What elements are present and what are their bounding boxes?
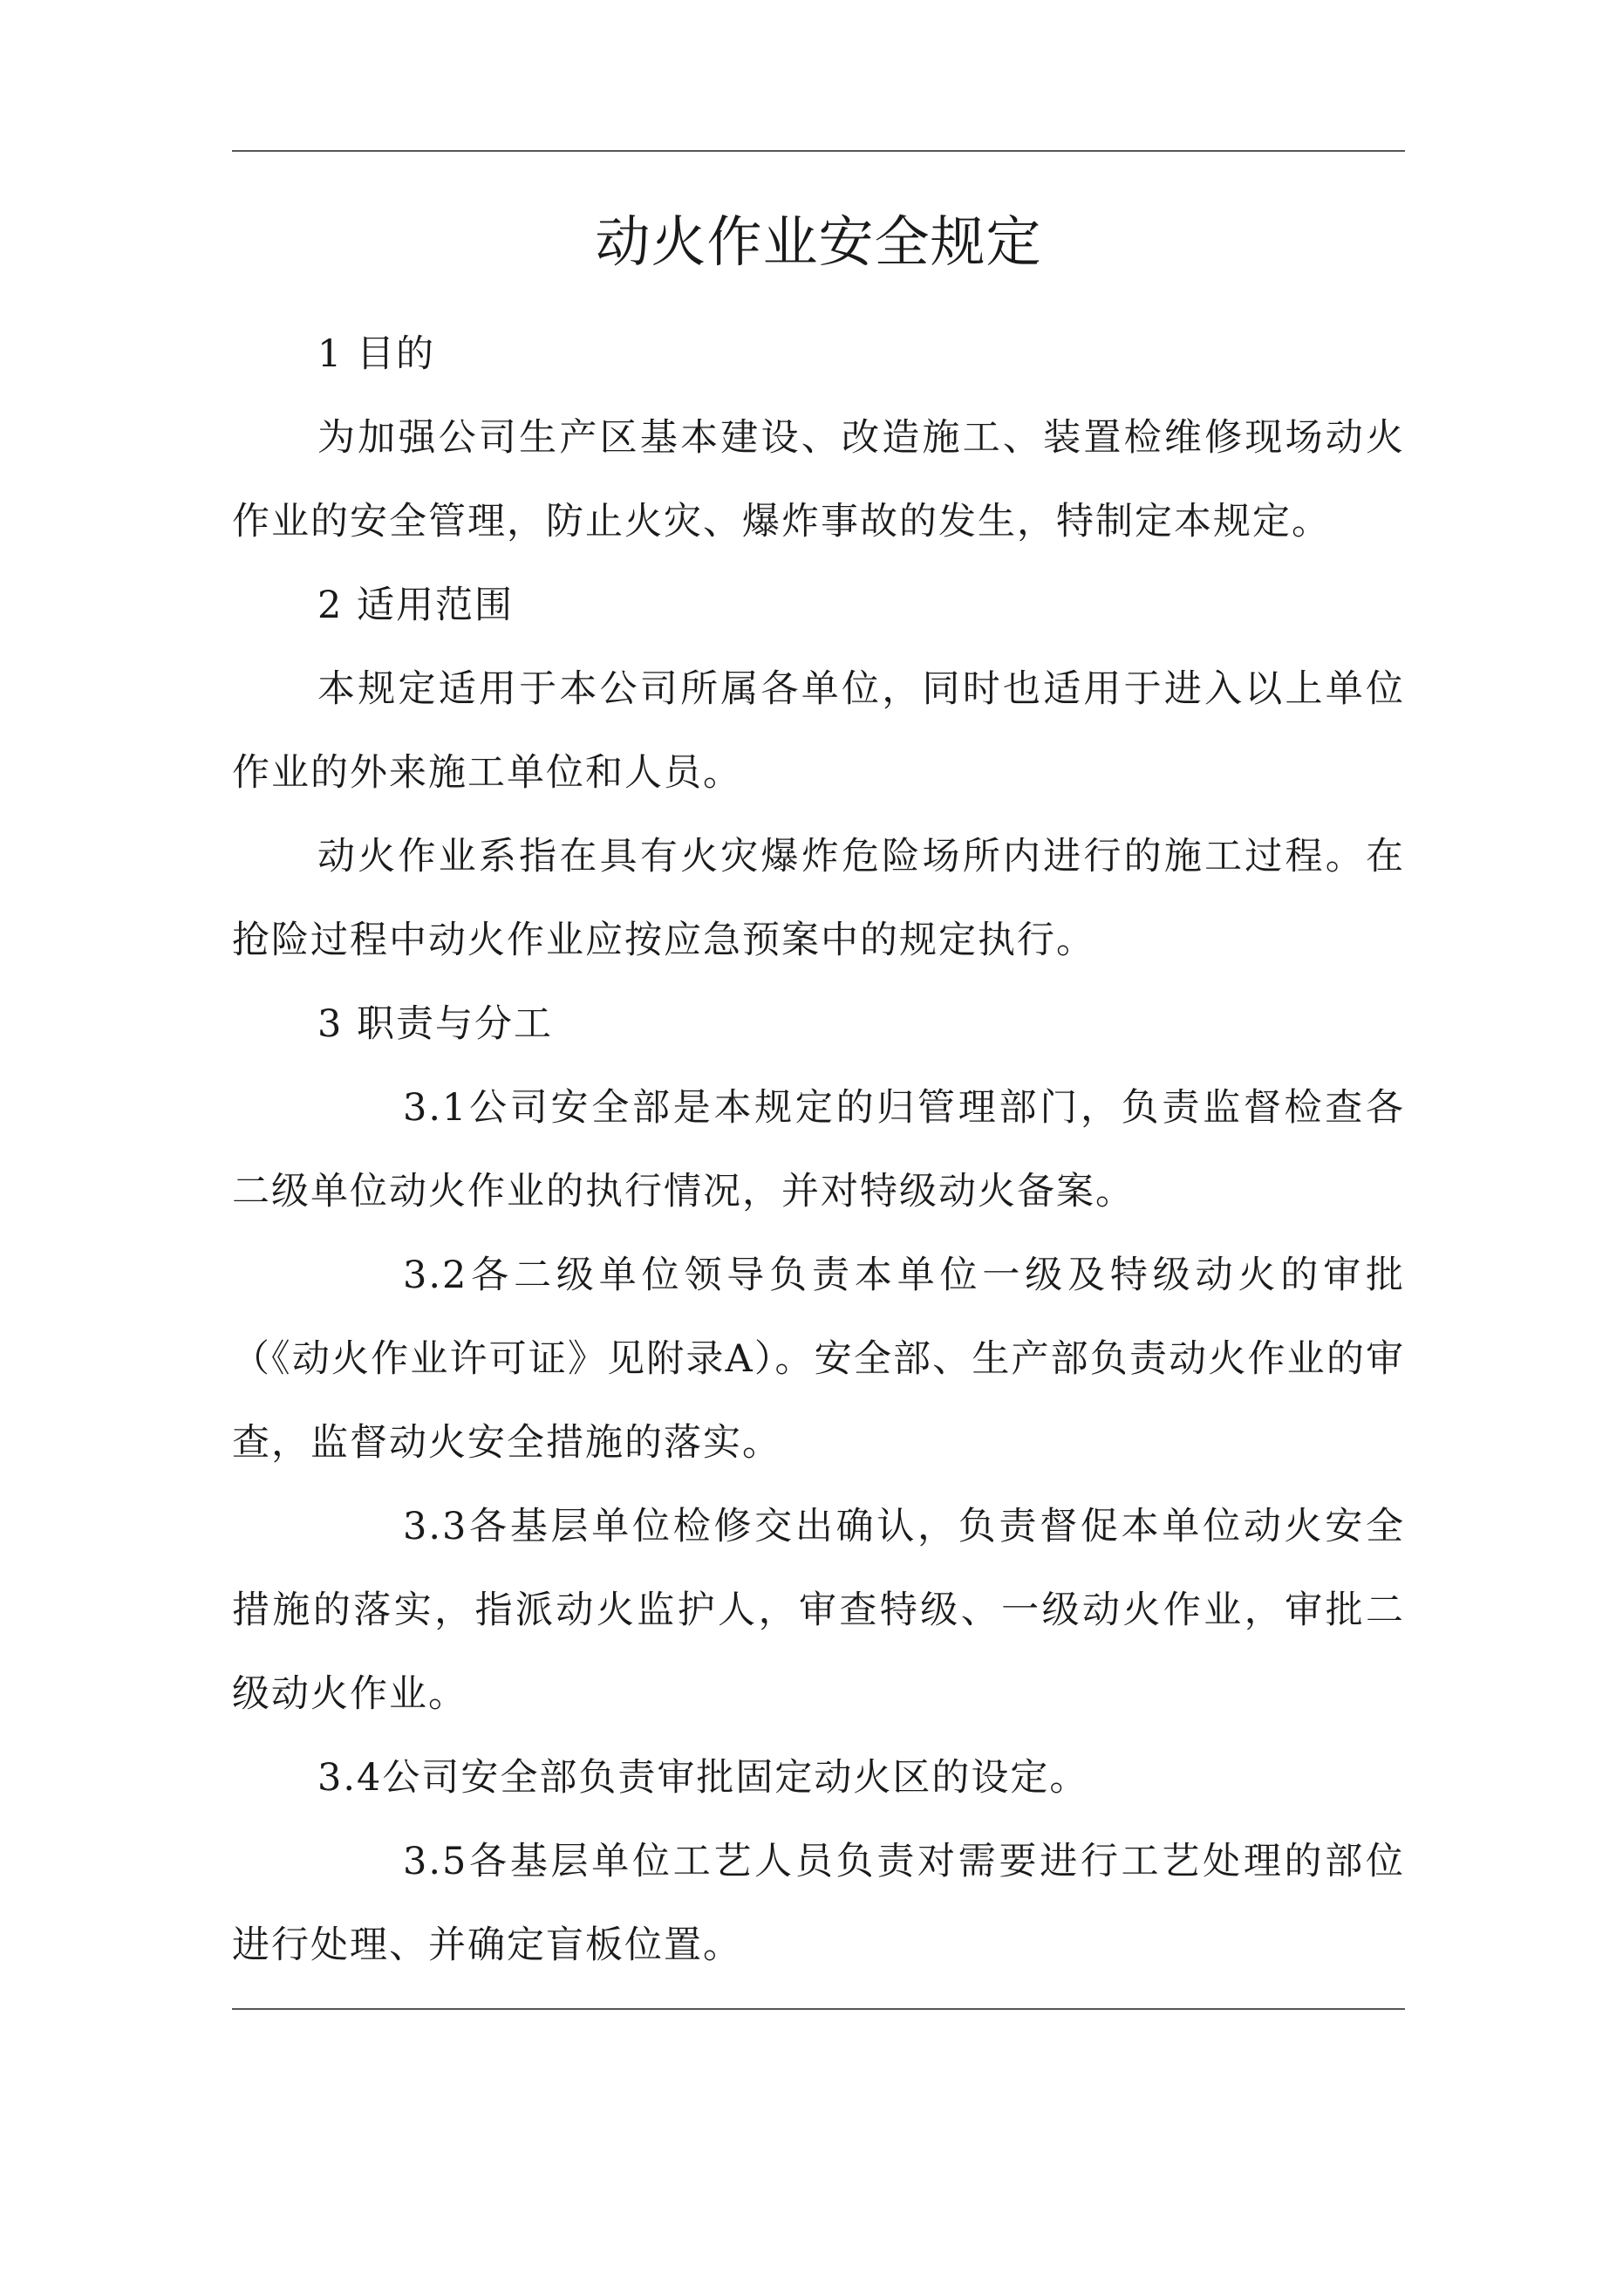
header-rule (232, 150, 1405, 152)
paragraph-scope: 本规定适用于本公司所属各单位，同时也适用于进入以上单位作业的外来施工单位和人员。 (232, 667, 1405, 795)
clause-text: 公司安全部负责审批固定动火区的设定。 (382, 1756, 1089, 1800)
clause-number: 3.3 (403, 1505, 468, 1548)
clause-3-4 (232, 1736, 1405, 1820)
clause-3-5 (232, 1820, 1405, 1987)
document-body (232, 312, 1405, 1987)
clause-text: 各基层单位检修交出确认，负责督促本单位动火安全措施的落实，指派动火监护人，审查特级、一级动火作业，审批二级动火作业。 (232, 1505, 1405, 1716)
section-heading-purpose: 1 目的 (317, 332, 436, 376)
clause-number: 3.2 (403, 1254, 468, 1297)
clause-number: 3.5 (403, 1840, 468, 1883)
footer-rule (232, 2008, 1405, 2010)
paragraph-purpose: 为加强公司生产区基本建设、改造施工、装置检维修现场动火作业的安全管理，防止火灾、爆炸事故的发生，特制定本规定。 (232, 416, 1405, 543)
clause-text: 公司安全部是本规定的归管理部门，负责监督检查各二级单位动火作业的执行情况，并对特级动火备案。 (232, 1086, 1405, 1213)
clause-3-1 (232, 1066, 1405, 1233)
clause-text: 各基层单位工艺人员负责对需要进行工艺处理的部位进行处理、并确定盲板位置。 (232, 1840, 1405, 1967)
clause-number: 3.4 (317, 1756, 383, 1800)
clause-3-2 (232, 1233, 1405, 1485)
paragraph-definition: 动火作业系指在具有火灾爆炸危险场所内进行的施工过程。在抢险过程中动火作业应按应急预案中的规定执行。 (232, 835, 1405, 962)
clause-3-3 (232, 1485, 1405, 1736)
clause-text: 各二级单位领导负责本单位一级及特级动火的审批（《动火作业许可证》见附录A）。安全部、生产部负责动火作业的审查，监督动火安全措施的落实。 (232, 1254, 1405, 1465)
page-title: 动火作业安全规定 (595, 210, 1042, 274)
clause-number: 3.1 (403, 1086, 468, 1130)
section-heading-scope: 2 适用范围 (317, 584, 515, 627)
section-heading-duties: 3 职责与分工 (317, 1002, 554, 1046)
